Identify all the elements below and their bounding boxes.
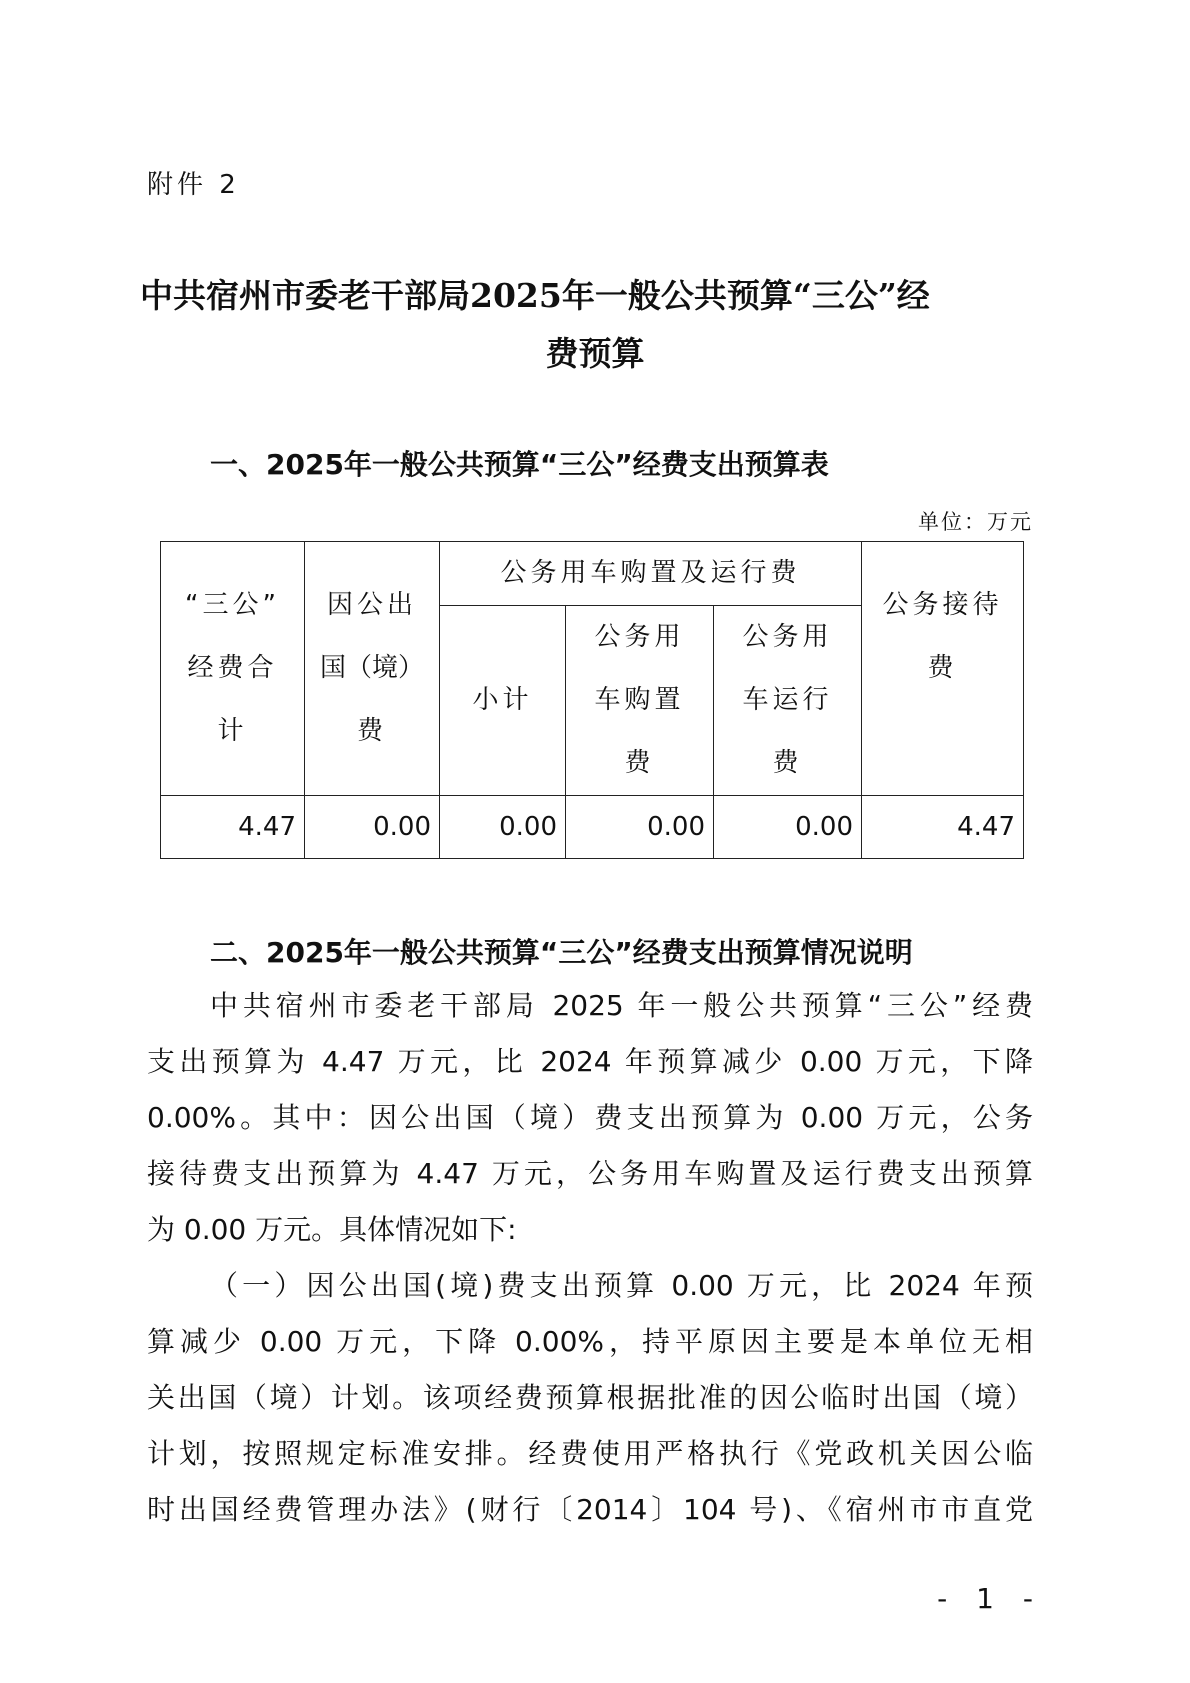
section1-heading: 一、2025年一般公共预算“三公”经费支出预算表 <box>210 448 829 481</box>
unit-label: 单位：万元 <box>918 510 1033 534</box>
body-line: 接待费支出预算为 4.47 万元，公务用车购置及运行费支出预算 <box>147 1157 1033 1190</box>
attachment-label: 附件 2 <box>147 170 240 200</box>
header-reception: 公务接待 费 <box>862 542 1024 796</box>
header-total: “三公” 经费合 计 <box>161 542 305 796</box>
cell-car-purchase: 0.00 <box>566 796 714 859</box>
cell-car-running: 0.00 <box>714 796 862 859</box>
header-subtotal: 小计 <box>440 606 566 796</box>
header-abroad: 因公出 国（境） 费 <box>305 542 440 796</box>
body-line: 支出预算为 4.47 万元，比 2024 年预算减少 0.00 万元，下降 <box>147 1045 1033 1078</box>
body-line: 关出国（境）计划。该项经费预算根据批准的因公临时出国（境） <box>147 1381 1033 1414</box>
header-car-running: 公务用 车运行 费 <box>714 606 862 796</box>
budget-table <box>160 541 1024 859</box>
body-line: 时出国经费管理办法》(财行〔2014〕104 号)、《宿州市市直党 <box>147 1493 1033 1526</box>
cell-reception: 4.47 <box>862 796 1024 859</box>
header-car-purchase: 公务用 车购置 费 <box>566 606 714 796</box>
page-number: - 1 - <box>937 1582 1043 1615</box>
body-line: 中共宿州市委老干部局 2025 年一般公共预算“三公”经费 <box>210 989 1033 1022</box>
cell-subtotal: 0.00 <box>440 796 566 859</box>
body-line: 为 0.00 万元。具体情况如下: <box>147 1213 517 1246</box>
cell-abroad: 0.00 <box>305 796 440 859</box>
cell-total: 4.47 <box>161 796 305 859</box>
doc-title-line2: 费预算 <box>545 334 645 373</box>
header-car: 公务用车购置及运行费 <box>440 542 862 606</box>
body-line: 0.00%。其中：因公出国（境）费支出预算为 0.00 万元，公务 <box>147 1101 1033 1134</box>
body-line: 计划，按照规定标准安排。经费使用严格执行《党政机关因公临 <box>147 1437 1033 1470</box>
body-line: （一）因公出国(境)费支出预算 0.00 万元，比 2024 年预 <box>210 1269 1033 1302</box>
table-row <box>161 796 1024 859</box>
body-line: 算减少 0.00 万元，下降 0.00%，持平原因主要是本单位无相 <box>147 1325 1033 1358</box>
section2-heading: 二、2025年一般公共预算“三公”经费支出预算情况说明 <box>210 936 913 969</box>
doc-title-line1: 中共宿州市委老干部局2025年一般公共预算“三公”经 <box>140 276 930 315</box>
